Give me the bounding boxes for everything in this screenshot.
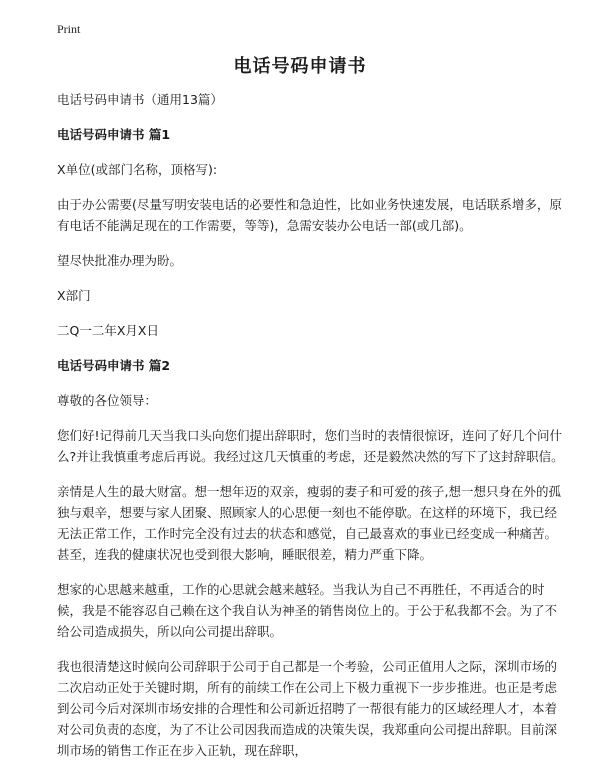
document-body xyxy=(57,89,565,775)
page-title: 电话号码申请书 xyxy=(233,56,367,77)
paragraph: 亲情是人生的最大财富。想一想年迈的双亲，瘦弱的妻子和可爱的孩子,想一想只身在外的孤独与艰辛，想要与家人团聚、照顾家人的心思便一刻也不能停歇。在这样的环境下，我已经无法正常工作，工作时完全没有过去的状态和感觉，自己最喜欢的事业已经变成一种痛苦。甚至，连我的健康状况也受到很大影响，睡眠很差，精力严重下降。 xyxy=(57,484,561,562)
section-heading-2: 电话号码申请书 篇2 xyxy=(57,358,171,373)
document-subtitle: 电话号码申请书（通用13篇） xyxy=(57,92,223,107)
section-heading-1: 电话号码申请书 篇1 xyxy=(57,127,171,142)
paragraph: 尊敬的各位领导： xyxy=(57,393,158,408)
print-label: Print xyxy=(57,22,81,36)
paragraph: 望尽快批准办理为盼。 xyxy=(57,253,183,268)
paragraph: 我也很清楚这时候向公司辞职于公司于自己都是一个考验，公司正值用人之际，深圳市场的二次启动正处于关键时期，所有的前续工作在公司上下极力重视下一步步推进。也正是考虑到公司今后对深圳市场安排的合理性和公司新近招聘了一帮很有能力的区域经理人才，本着对公司负责的态度，为了不让公司因我而造成的决策失误，我郑重向公司提出辞职。目前深圳市场的销售工作正在步入正轨，现在辞职， xyxy=(57,659,558,758)
paragraph: 由于办公需要(尽量写明安装电话的必要性和急迫性，比如业务快速发展，电话联系增多，原有电话不能满足现在的工作需要，等等)，急需安装办公电话一部(或几部)。 xyxy=(57,197,562,233)
paragraph: 二Q一二年X月X日 xyxy=(57,323,159,338)
paragraph: 您们好!记得前几天当我口头向您们提出辞职时，您们当时的表情很惊讶，连问了好几个问什么?并让我慎重考虑后再说。我经过这几天慎重的考虑，还是毅然决然的写下了这封辞职信。 xyxy=(57,428,564,464)
paragraph: X单位(或部门名称，顶格写): xyxy=(57,162,218,177)
paragraph: X部门 xyxy=(57,288,91,303)
paragraph: 想家的心思越来越重，工作的心思就会越来越轻。当我认为自己不再胜任，不再适合的时候，我是不能容忍自己赖在这个我自认为神圣的销售岗位上的。于公于私我都不会。为了不给公司造成损失，所以向公司提出辞职。 xyxy=(57,582,558,639)
